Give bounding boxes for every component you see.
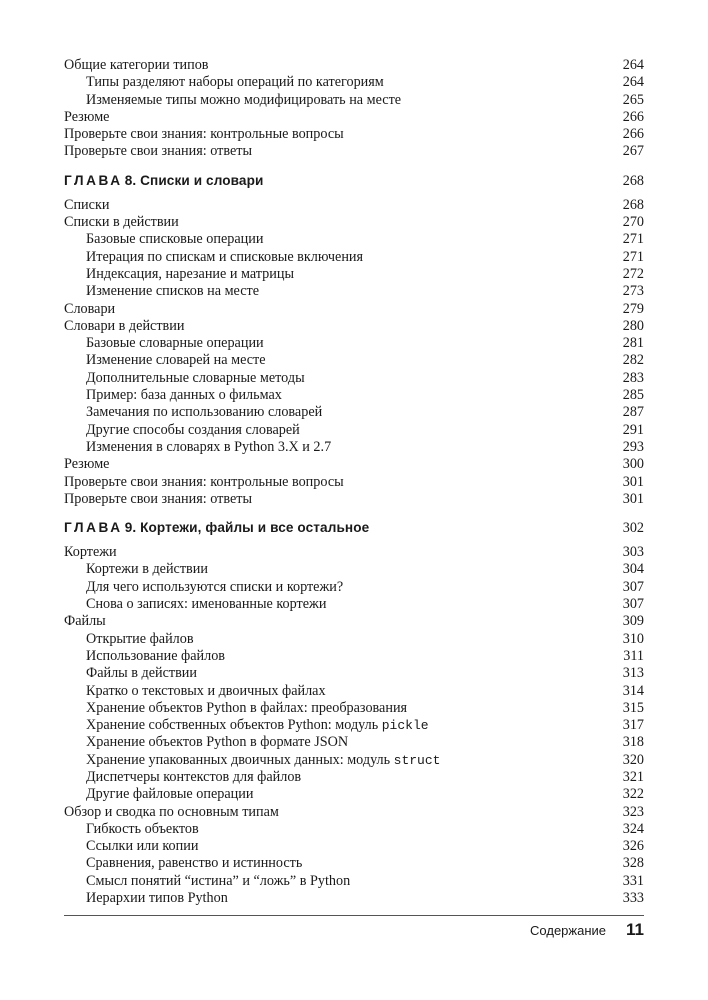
toc-subentry[interactable] bbox=[64, 890, 644, 907]
entry-title: Хранение объектов Python в файлах: преобразования bbox=[86, 699, 408, 716]
entry-title-group bbox=[64, 717, 429, 734]
toc-entry[interactable] bbox=[64, 544, 644, 561]
chapter-heading[interactable] bbox=[64, 171, 644, 191]
table-of-contents bbox=[64, 57, 644, 907]
toc-subentry[interactable] bbox=[64, 873, 644, 890]
entry-title-group bbox=[64, 821, 199, 838]
entry-title-group bbox=[64, 283, 259, 300]
entry-code: pickle bbox=[381, 718, 429, 734]
footer-divider bbox=[64, 915, 644, 916]
entry-title-group bbox=[64, 456, 109, 473]
entry-page-number: 291 bbox=[622, 421, 644, 438]
entry-code: struct bbox=[393, 752, 441, 768]
toc-subentry[interactable] bbox=[64, 92, 644, 109]
entry-title: Изменяемые типы можно модифицировать на месте bbox=[86, 91, 402, 108]
entry-title: Для чего используются списки и кортежи? bbox=[86, 578, 344, 595]
toc-subentry[interactable] bbox=[64, 352, 644, 369]
entry-page-number: 315 bbox=[622, 699, 644, 716]
entry-title: Кортежи bbox=[64, 544, 117, 561]
toc-subentry[interactable] bbox=[64, 579, 644, 596]
entry-page-number: 268 bbox=[622, 196, 644, 213]
entry-page-number: 307 bbox=[622, 596, 644, 613]
entry-title-group bbox=[64, 596, 326, 613]
toc-subentry[interactable] bbox=[64, 734, 644, 751]
entry-title: Файлы bbox=[64, 613, 106, 630]
entry-title: Другие способы создания словарей bbox=[86, 421, 300, 438]
chapter-name: Кортежи, файлы и все остальное bbox=[140, 520, 370, 536]
toc-subentry[interactable] bbox=[64, 74, 644, 91]
entry-title: Сравнения, равенство и истинность bbox=[86, 855, 303, 872]
entry-page-number: 266 bbox=[622, 126, 644, 143]
toc-entry[interactable] bbox=[64, 214, 644, 231]
entry-page-number: 303 bbox=[622, 544, 644, 561]
entry-title: Кортежи в действии bbox=[86, 561, 208, 578]
entry-title: Смысл понятий “истина” и “ложь” в Python bbox=[86, 872, 351, 889]
entry-page-number: 311 bbox=[623, 647, 644, 664]
entry-title: Типы разделяют наборы операций по категориям bbox=[86, 74, 384, 91]
entry-title-group bbox=[64, 648, 225, 665]
entry-title-group bbox=[64, 318, 184, 335]
entry-title: Проверьте свои знания: ответы bbox=[64, 490, 252, 507]
entry-page-number: 304 bbox=[622, 561, 644, 578]
entry-title: Итерация по спискам и списковые включения bbox=[86, 248, 364, 265]
entry-page-number: 267 bbox=[622, 143, 644, 160]
toc-entry[interactable] bbox=[64, 804, 644, 821]
toc-subentry[interactable] bbox=[64, 700, 644, 717]
entry-page-number: 313 bbox=[622, 665, 644, 682]
entry-title-group bbox=[64, 74, 384, 91]
chapter-page-number: 302 bbox=[622, 520, 644, 537]
entry-page-number: 333 bbox=[622, 890, 644, 907]
entry-title: Диспетчеры контекстов для файлов bbox=[86, 768, 302, 785]
entry-page-number: 323 bbox=[622, 803, 644, 820]
entry-page-number: 301 bbox=[622, 473, 644, 490]
entry-page-number: 301 bbox=[622, 490, 644, 507]
entry-title: Индексация, нарезание и матрицы bbox=[86, 265, 294, 282]
entry-page-number: 280 bbox=[622, 317, 644, 334]
toc-subentry[interactable] bbox=[64, 266, 644, 283]
toc-subentry[interactable] bbox=[64, 631, 644, 648]
toc-subentry[interactable] bbox=[64, 387, 644, 404]
entry-title: Списки в действии bbox=[64, 214, 179, 231]
entry-title: Общие категории типов bbox=[64, 57, 209, 73]
entry-title-group bbox=[64, 231, 263, 248]
entry-page-number: 331 bbox=[622, 872, 644, 889]
entry-title: Дополнительные словарные методы bbox=[86, 369, 305, 386]
entry-page-number: 271 bbox=[622, 248, 644, 265]
entry-page-number: 321 bbox=[622, 768, 644, 785]
entry-title-group bbox=[64, 786, 253, 803]
entry-title-group bbox=[64, 387, 282, 404]
toc-subentry[interactable] bbox=[64, 821, 644, 838]
entry-title: Проверьте свои знания: контрольные вопросы bbox=[64, 126, 344, 143]
entry-title: Гибкость объектов bbox=[86, 820, 199, 837]
toc-entry[interactable] bbox=[64, 318, 644, 335]
entry-title: Файлы в действии bbox=[86, 665, 197, 682]
toc-entry[interactable] bbox=[64, 57, 644, 74]
toc-subentry[interactable] bbox=[64, 596, 644, 613]
entry-title-group bbox=[64, 301, 115, 318]
entry-page-number: 314 bbox=[622, 682, 644, 699]
entry-title: Хранение упакованных двоичных данных: модуль bbox=[86, 751, 394, 768]
entry-title-group bbox=[64, 752, 440, 769]
entry-title-group bbox=[64, 890, 228, 907]
toc-entry[interactable] bbox=[64, 197, 644, 214]
toc-subentry[interactable] bbox=[64, 439, 644, 456]
entry-title-group bbox=[64, 855, 302, 872]
toc-subentry[interactable] bbox=[64, 752, 644, 769]
entry-title-group bbox=[64, 631, 194, 648]
entry-title-group bbox=[64, 109, 109, 126]
entry-page-number: 283 bbox=[622, 369, 644, 386]
toc-subentry[interactable] bbox=[64, 283, 644, 300]
entry-title: Проверьте свои знания: контрольные вопросы bbox=[64, 473, 344, 490]
entry-title-group bbox=[64, 734, 348, 751]
toc-subentry[interactable] bbox=[64, 422, 644, 439]
entry-page-number: 324 bbox=[622, 820, 644, 837]
toc-entry[interactable] bbox=[64, 301, 644, 318]
entry-title-group bbox=[64, 544, 117, 561]
entry-title-group bbox=[64, 579, 343, 596]
chapter-number: 9. bbox=[124, 520, 137, 536]
entry-page-number: 281 bbox=[622, 335, 644, 352]
entry-page-number: 318 bbox=[622, 734, 644, 751]
chapter-label: ГЛАВА bbox=[64, 172, 123, 188]
entry-page-number: 287 bbox=[622, 404, 644, 421]
entry-title: Снова о записях: именованные кортежи bbox=[86, 596, 327, 613]
entry-title-group bbox=[64, 439, 331, 456]
entry-title: Другие файловые операции bbox=[86, 786, 254, 803]
entry-title: Иерархии типов Python bbox=[86, 890, 228, 907]
toc-entry[interactable] bbox=[64, 613, 644, 630]
page-number: 11 bbox=[626, 920, 644, 939]
toc-subentry[interactable] bbox=[64, 231, 644, 248]
toc-entry[interactable] bbox=[64, 126, 644, 143]
entry-title-group bbox=[64, 804, 279, 821]
entry-title: Открытие файлов bbox=[86, 630, 194, 647]
chapter-number: 8. bbox=[124, 172, 137, 188]
entry-title: Пример: база данных о фильмах bbox=[86, 387, 282, 404]
toc-subentry[interactable] bbox=[64, 648, 644, 665]
entry-page-number: 285 bbox=[622, 387, 644, 404]
entry-page-number: 282 bbox=[622, 352, 644, 369]
entry-title: Изменение словарей на месте bbox=[86, 352, 266, 369]
entry-title: Словари в действии bbox=[64, 317, 185, 334]
entry-title-group bbox=[64, 143, 252, 160]
entry-title-group bbox=[64, 197, 109, 214]
toc-subentry[interactable] bbox=[64, 335, 644, 352]
entry-title-group bbox=[64, 266, 294, 283]
entry-title: Проверьте свои знания: ответы bbox=[64, 143, 252, 160]
entry-page-number: 273 bbox=[622, 283, 644, 300]
chapter-label: ГЛАВА bbox=[64, 520, 123, 536]
entry-page-number: 328 bbox=[622, 855, 644, 872]
toc-subentry[interactable] bbox=[64, 786, 644, 803]
toc-entry[interactable] bbox=[64, 491, 644, 508]
entry-title-group bbox=[64, 370, 305, 387]
entry-title-group bbox=[64, 491, 252, 508]
chapter-title bbox=[64, 171, 263, 191]
entry-title-group bbox=[64, 422, 300, 439]
entry-title-group bbox=[64, 57, 209, 74]
entry-page-number: 322 bbox=[622, 786, 644, 803]
entry-title-group bbox=[64, 665, 197, 682]
entry-title: Ссылки или копии bbox=[86, 838, 199, 855]
toc-subentry[interactable] bbox=[64, 665, 644, 682]
page-footer bbox=[64, 920, 644, 940]
entry-title: Резюме bbox=[64, 456, 110, 473]
toc-subentry[interactable] bbox=[64, 404, 644, 421]
entry-title-group bbox=[64, 873, 350, 890]
chapter-heading[interactable] bbox=[64, 518, 644, 538]
entry-page-number: 300 bbox=[622, 456, 644, 473]
entry-title-group bbox=[64, 838, 198, 855]
entry-title: Изменение списков на месте bbox=[86, 283, 259, 300]
chapter-page-number: 268 bbox=[622, 172, 644, 189]
entry-page-number: 265 bbox=[622, 91, 644, 108]
entry-title-group bbox=[64, 92, 401, 109]
entry-title-group bbox=[64, 613, 106, 630]
entry-title: Хранение собственных объектов Python: модуль bbox=[86, 717, 382, 734]
entry-page-number: 266 bbox=[622, 108, 644, 125]
entry-page-number: 264 bbox=[622, 74, 644, 91]
entry-page-number: 310 bbox=[622, 630, 644, 647]
entry-page-number: 270 bbox=[622, 214, 644, 231]
entry-page-number: 317 bbox=[622, 717, 644, 734]
entry-title: Базовые словарные операции bbox=[86, 335, 264, 352]
entry-title: Словари bbox=[64, 300, 116, 317]
entry-page-number: 271 bbox=[622, 231, 644, 248]
entry-title-group bbox=[64, 474, 344, 491]
chapter-name: Списки и словари bbox=[140, 172, 264, 188]
entry-title-group bbox=[64, 683, 326, 700]
entry-page-number: 264 bbox=[622, 57, 644, 73]
entry-title-group bbox=[64, 335, 264, 352]
running-title: Содержание bbox=[530, 923, 607, 938]
entry-title: Списки bbox=[64, 196, 110, 213]
entry-title-group bbox=[64, 769, 301, 786]
entry-title: Хранение объектов Python в формате JSON bbox=[86, 734, 349, 751]
entry-title-group bbox=[64, 404, 322, 421]
entry-title-group bbox=[64, 214, 179, 231]
toc-subentry[interactable] bbox=[64, 855, 644, 872]
entry-title-group bbox=[64, 126, 344, 143]
toc-subentry[interactable] bbox=[64, 769, 644, 786]
entry-title: Кратко о текстовых и двоичных файлах bbox=[86, 682, 326, 699]
toc-entry[interactable] bbox=[64, 143, 644, 160]
entry-page-number: 307 bbox=[622, 578, 644, 595]
entry-page-number: 320 bbox=[622, 751, 644, 768]
entry-page-number: 293 bbox=[622, 438, 644, 455]
toc-subentry[interactable] bbox=[64, 717, 644, 734]
entry-title: Обзор и сводка по основным типам bbox=[64, 803, 279, 820]
toc-subentry[interactable] bbox=[64, 370, 644, 387]
entry-page-number: 279 bbox=[622, 300, 644, 317]
entry-title-group bbox=[64, 700, 407, 717]
toc-entry[interactable] bbox=[64, 474, 644, 491]
toc-subentry[interactable] bbox=[64, 683, 644, 700]
chapter-title bbox=[64, 518, 369, 538]
toc-entry[interactable] bbox=[64, 109, 644, 126]
toc-subentry[interactable] bbox=[64, 838, 644, 855]
entry-title-group bbox=[64, 352, 266, 369]
toc-subentry[interactable] bbox=[64, 249, 644, 266]
entry-page-number: 272 bbox=[622, 265, 644, 282]
entry-title-group bbox=[64, 249, 363, 266]
entry-title: Использование файлов bbox=[86, 647, 225, 664]
entry-title: Изменения в словарях в Python 3.X и 2.7 bbox=[86, 438, 332, 455]
entry-title: Базовые списковые операции bbox=[86, 231, 264, 248]
entry-page-number: 309 bbox=[622, 613, 644, 630]
entry-title: Замечания по использованию словарей bbox=[86, 404, 323, 421]
entry-title-group bbox=[64, 561, 208, 578]
toc-entry[interactable] bbox=[64, 456, 644, 473]
entry-title: Резюме bbox=[64, 108, 110, 125]
toc-subentry[interactable] bbox=[64, 561, 644, 578]
entry-page-number: 326 bbox=[622, 838, 644, 855]
